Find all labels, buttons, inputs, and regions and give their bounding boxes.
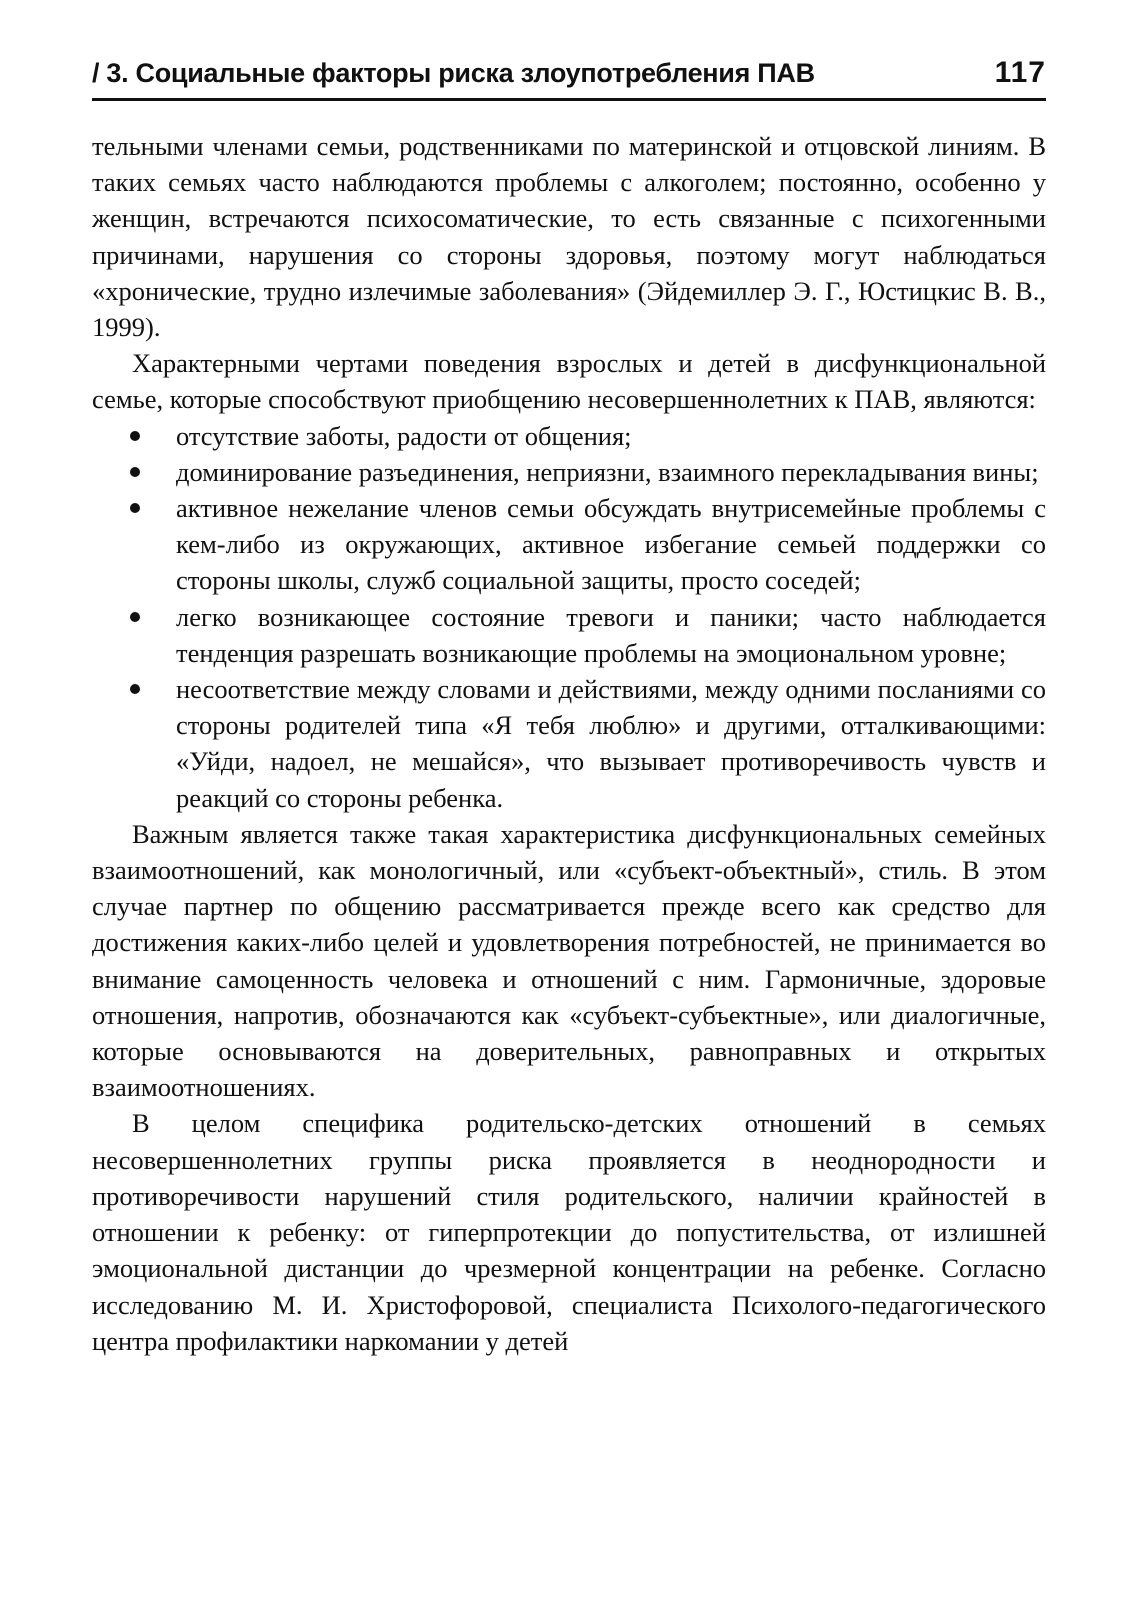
bullet-item xyxy=(92,418,1046,454)
page-number: 117 xyxy=(994,56,1046,89)
bullet-item-text: легко возникающее состояние тревоги и паники; часто наблюдается тенденция разрешать возникающие проблемы на эмоциональном уровне; xyxy=(176,601,1046,668)
paragraph-parent-child-relations: В целом специфика родительско-детских отношений в семьях несовершеннолетних группы риска проявляется в неоднородности и противоречивости нарушений стиля родительского, наличии крайностей в отношении к ребенку: от гиперпротекции до попустительства, от излишней эмоциональной дистанции до чрезмерной концентрации на ребенке. Согласно исследованию М. И. Христофоровой, специалиста Психолого-педагогического центра профилактики наркомании у детей xyxy=(92,1108,1046,1356)
bullet-dot-icon xyxy=(130,431,140,441)
bullet-item xyxy=(92,671,1046,816)
bullet-item-text: активное нежелание членов семьи обсуждать внутрисемейные проблемы с кем-либо из окружающих, активное избегание семьей поддержки со стороны школы, служб социальной защиты, просто соседей; xyxy=(176,493,1046,596)
bullet-item-text: отсутствие заботы, радости от общения; xyxy=(176,420,632,451)
bullet-item xyxy=(92,490,1046,599)
running-header xyxy=(92,52,1046,101)
bullet-item-text: несоответствие между словами и действиями, между одними посланиями со стороны родителей типа «Я тебя люблю» и другими, отталкивающими: «Уйди, надоел, не мешайся», что вызывает противоречивость чувств и реакций со стороны ребенка. xyxy=(176,674,1046,813)
paragraph-characteristics-intro: Характерными чертами поведения взрослых и детей в дисфункциональной семье, которые способствуют приобщению несовершеннолетних к ПАВ, являются: xyxy=(92,348,1046,415)
paragraph-monologic-style: Важным является также такая характеристика дисфункциональных семейных взаимоотношений, как монологичный, или «субъект-объектный», стиль. В этом случае партнер по общению рассматривается прежде всего как средство для достижения каких-либо целей и удовлетворения потребностей, не принимается во внимание самоценность человека и отношений с ним. Гармоничные, здоровые отношения, напротив, обозначаются как «субъект-субъектные», или диалогичные, которые основываются на доверительных, равноправных и открытых взаимоотношениях. xyxy=(92,818,1046,1103)
bullet-item-text: доминирование разъединения, неприязни, взаимного перекладывания вины; xyxy=(176,456,1039,487)
bullet-dot-icon xyxy=(130,503,140,513)
bullet-dot-icon xyxy=(130,684,140,694)
bullet-dot-icon xyxy=(130,612,140,622)
chapter-section-title: / 3. Социальные факторы риска злоупотребления ПАВ xyxy=(92,58,815,88)
bullet-dot-icon xyxy=(130,467,140,477)
bullet-item xyxy=(92,599,1046,671)
body-text xyxy=(92,128,1046,1359)
bullet-list xyxy=(92,418,1046,816)
paragraph-continued: тельными членами семьи, родственниками по материнской и отцовской линиям. В таких семьях часто наблюдаются проблемы с алкоголем; постоянно, особенно у женщин, встречаются психосоматические, то есть связанные с психогенными причинами, нарушения со стороны здоровья, поэтому могут наблюдаться «хронические, трудно излечимые заболевания» (Эйдемиллер Э. Г., Юстицкис В. В., 1999). xyxy=(92,131,1046,343)
bullet-item xyxy=(92,454,1046,490)
